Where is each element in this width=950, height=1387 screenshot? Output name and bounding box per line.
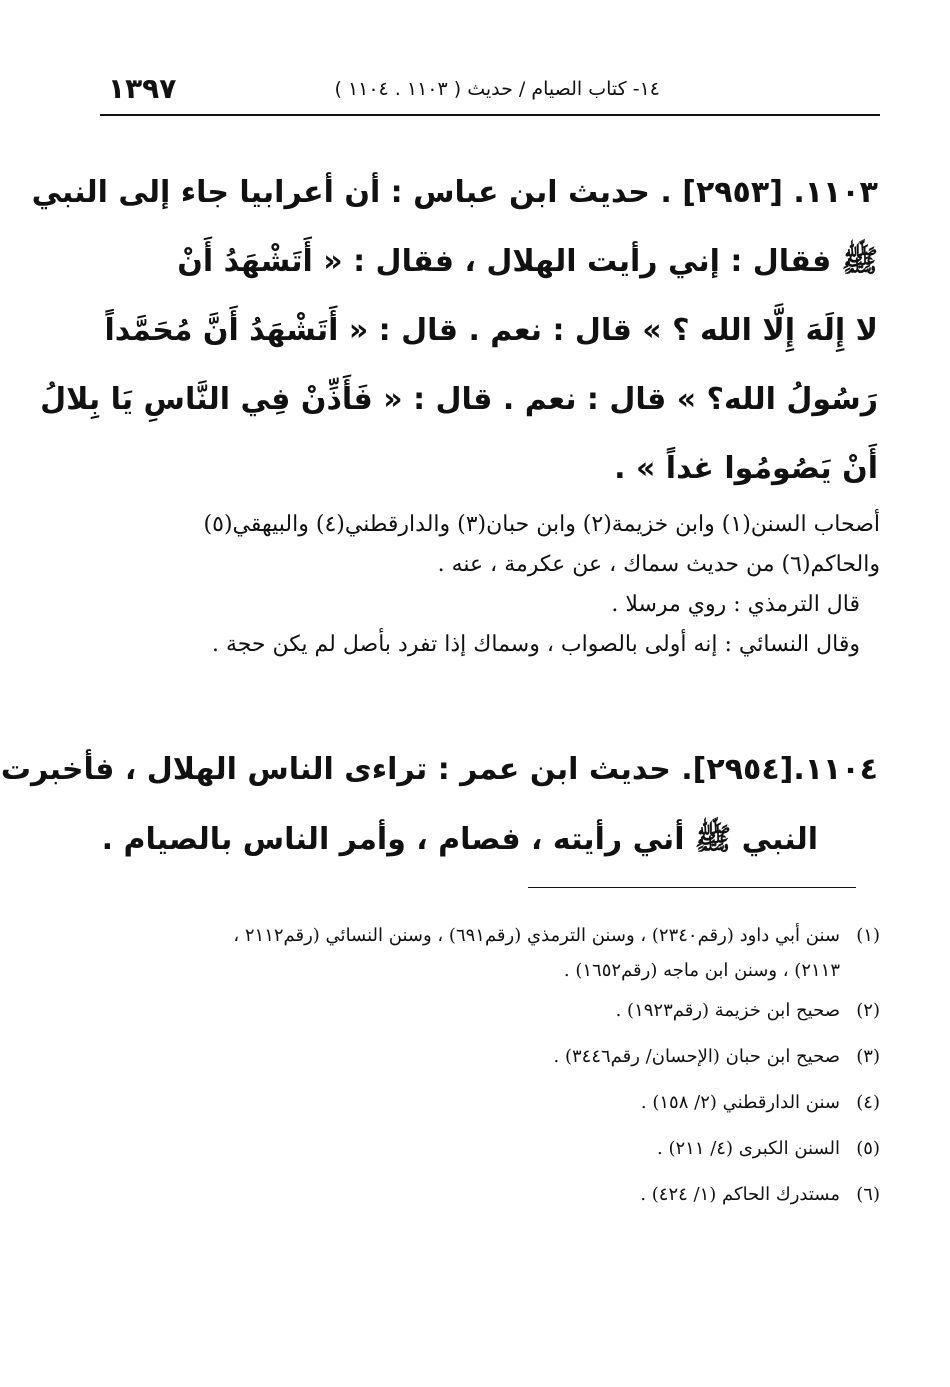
footnote-text: سنن الدارقطني (٢/ ١٥٨) . [640, 1092, 840, 1113]
hadith-1104 [0, 735, 878, 875]
header-title: ١٤- كتاب الصيام / حديث ( ١١٠٣ . ١١٠٤ ) [334, 78, 660, 100]
commentary-line: وقال النسائي : إنه أولى بالصواب ، وسماك إذا تفرد بأصل لم يكن حجة . [211, 632, 860, 657]
header-divider [100, 114, 880, 116]
commentary-line: قال الترمذي : روي مرسلا . [611, 592, 860, 617]
hadith-1103-line: أَنْ يَصُومُوا غداً » . [614, 451, 878, 486]
footnote-item [110, 1172, 880, 1218]
hadith-1104-line: ١١٠٤.[٢٩٥٤]. حديث ابن عمر : تراءى الناس الهلال ، فأخبرت [0, 752, 878, 787]
footnotes [110, 918, 880, 1218]
hadith-1104-line: النبي ﷺ أني رأيته ، فصام ، وأمر الناس بالصيام . [101, 822, 818, 857]
footnote-text: صحيح ابن خزيمة (رقم١٩٢٣) . [615, 1000, 840, 1021]
footnote-text: صحيح ابن حبان (الإحسان/ رقم٣٤٤٦) . [553, 1046, 840, 1067]
footnote-continuation: ٢١١٣) ، وسنن ابن ماجه (رقم١٦٥٢) . [563, 960, 840, 981]
hadith-1103-line: ﷺ فقال : إني رأيت الهلال ، فقال : « أَتَشْهَدُ أَنْ [177, 244, 878, 279]
footnote-text: مستدرك الحاكم (١/ ٤٢٤) . [640, 1184, 840, 1205]
commentary-line: والحاكم(٦) من حديث سماك ، عن عكرمة ، عنه . [437, 552, 880, 577]
footnote-item [110, 988, 880, 1034]
commentary-line: أصحاب السنن(١) وابن خزيمة(٢) وابن حبان(٣) والدارقطني(٤) والبيهقي(٥) [203, 512, 880, 537]
footnote-text: سنن أبي داود (رقم٢٣٤٠) ، وسنن الترمذي (رقم٦٩١) ، وسنن النسائي (رقم٢١١٢ ، [233, 925, 840, 946]
footnote-divider [528, 887, 856, 888]
footnote-item [110, 1034, 880, 1080]
hadith-1103 [31, 158, 878, 503]
footnote-number: (١) [856, 925, 880, 946]
hadith-1103-line: رَسُولُ الله؟ » قال : نعم . قال : « فَأَذِّنْ فِي النَّاسِ يَا بِلالُ [40, 382, 878, 417]
commentary [120, 505, 880, 665]
page-number: ١٣٩٧ [108, 72, 177, 105]
running-header [100, 72, 880, 112]
footnote-number: (٤) [856, 1092, 880, 1113]
hadith-1103-line: ١١٠٣. [٢٩٥٣] . حديث ابن عباس : أن أعرابيا جاء إلى النبي [31, 175, 878, 210]
footnote-number: (٦) [856, 1184, 880, 1205]
footnote-item [110, 918, 880, 954]
footnote-number: (٥) [856, 1138, 880, 1159]
hadith-1103-line: لا إِلَهَ إِلَّا الله ؟ » قال : نعم . قال : « أَتَشْهَدُ أَنَّ مُحَمَّداً [104, 313, 878, 348]
footnote-item [110, 1080, 880, 1126]
footnote-number: (٣) [856, 1046, 880, 1067]
footnote-text: السنن الكبرى (٤/ ٢١١) . [657, 1138, 840, 1159]
footnote-number: (٢) [856, 1000, 880, 1021]
footnote-item [110, 1126, 880, 1172]
